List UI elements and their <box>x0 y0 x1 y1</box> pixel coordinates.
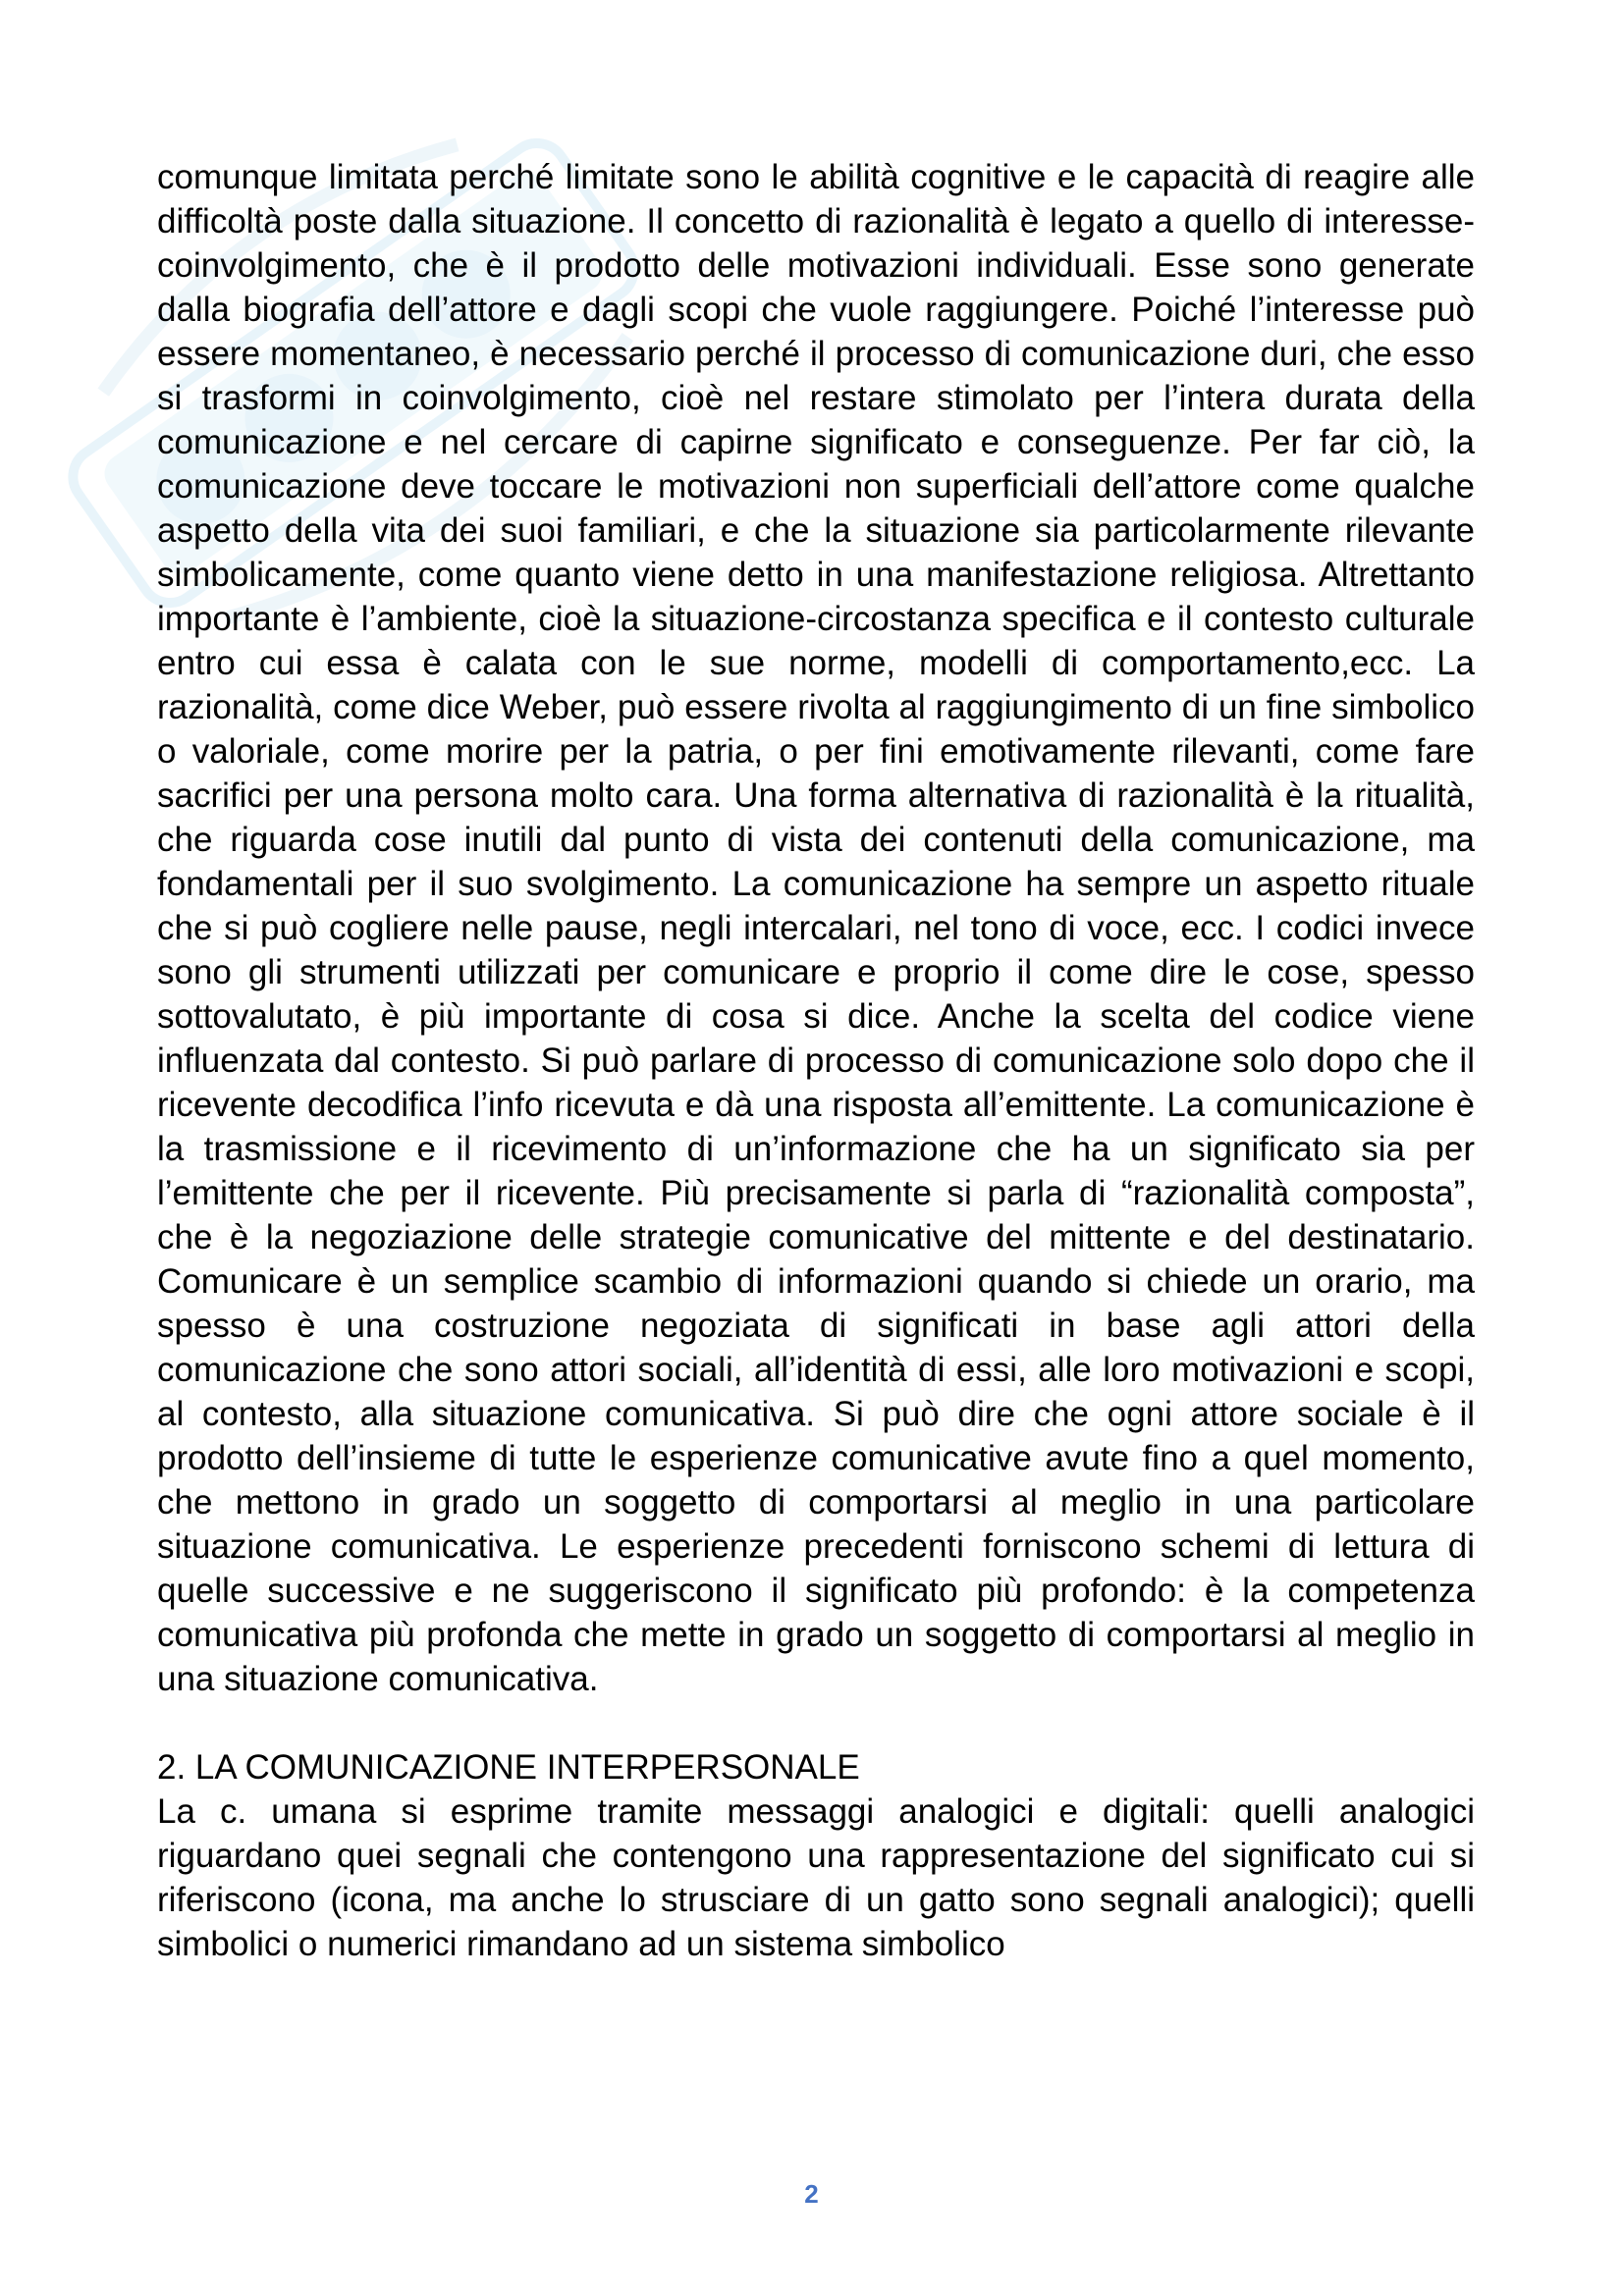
page-number: 2 <box>804 2179 819 2209</box>
document-body <box>157 155 1475 1966</box>
body-paragraph: La c. umana si esprime tramite messaggi analogici e digitali: quelli analogici riguardano quei segnali che contengono una rappresentazione del significato cui si riferiscono (icona, ma anche lo strusciare di un gatto sono segnali analogici); quelli simbolici o numerici rimandano ad un sistema simbolico <box>157 1792 1475 1963</box>
section-heading: 2. LA COMUNICAZIONE INTERPERSONALE <box>157 1748 860 1787</box>
body-paragraph: comunque limitata perché limitate sono le abilità cognitive e le capacità di reagire alle difficoltà poste dalla situazione. Il concetto di razionalità è legato a quello di interesse-coinvolgimento, che è il prodotto delle motivazioni individuali. Esse sono generate dalla biografia dell’attore e dagli scopi che vuole raggiungere. Poiché l’interesse può essere momentaneo, è necessario perché il processo di comunicazione duri, che esso si trasformi in coinvolgimento, cioè nel restare stimolato per l’intera durata della comunicazione e nel cercare di capirne significato e conseguenze. Per far ciò, la comunicazione deve toccare le motivazioni non superficiali dell’attore come qualche aspetto della vita dei suoi familiari, e che la situazione sia particolarmente rilevante simbolicamente, come quanto viene detto in una manifestazione religiosa. Altrettanto importante è l’ambiente, cioè la situazione-circostanza specifica e il contesto culturale entro cui essa è calata con le sue norme, modelli di comportamento,ecc. La razionalità, come dice Weber, può essere rivolta al raggiungimento di un fine simbolico o valoriale, come morire per la patria, o per fini emotivamente rilevanti, come fare sacrifici per una persona molto cara. Una forma alternativa di razionalità è la ritualità, che riguarda cose inutili dal punto di vista dei contenuti della comunicazione, ma fondamentali per il suo svolgimento. La comunicazione ha sempre un aspetto rituale che si può cogliere nelle pause, negli intercalari, nel tono di voce, ecc. I codici invece sono gli strumenti utilizzati per comunicare e proprio il come dire le cose, spesso sottovalutato, è più importante di cosa si dice. Anche la scelta del codice viene influenzata dal contesto. Si può parlare di processo di comunicazione solo dopo che il ricevente decodifica l’info ricevuta e dà una risposta all’emittente. La comunicazione è la trasmissione e il ricevimento di un’informazione che ha un significato sia per l’emittente che per il ricevente. Più precisamente si parla di “razionalità composta”, che è la negoziazione delle strategie comunicative del mittente e del destinatario. Comunicare è un semplice scambio di informazioni quando si chiede un orario, ma spesso è una costruzione negoziata di significati in base agli attori della comunicazione che sono attori sociali, all’identità di essi, alle loro motivazioni e scopi, al contesto, alla situazione comunicativa. Si può dire che ogni attore sociale è il prodotto dell’insieme di tutte le esperienze comunicative avute fino a quel momento, che mettono in grado un soggetto di comportarsi al meglio in una particolare situazione comunicativa. Le esperienze precedenti forniscono schemi di lettura di quelle successive e ne suggeriscono il significato più profondo: è la competenza comunicativa più profonda che mette in grado un soggetto di comportarsi al meglio in una situazione comunicativa. <box>157 158 1475 1698</box>
